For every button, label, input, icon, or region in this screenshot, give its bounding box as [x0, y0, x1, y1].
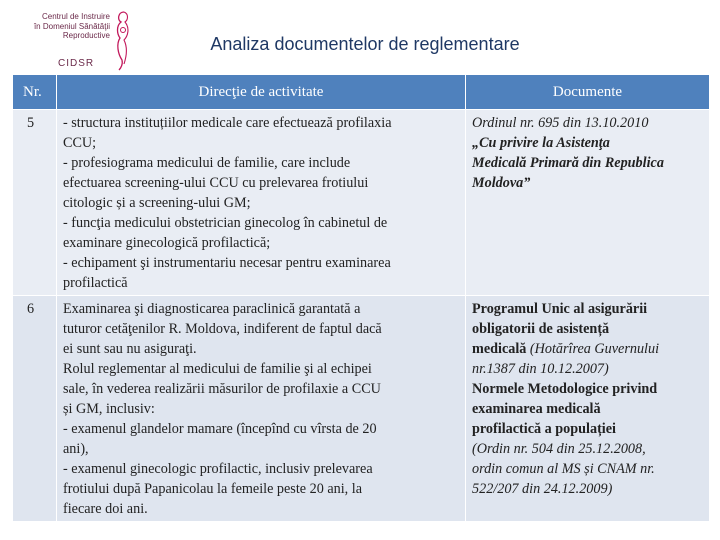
activity-line: ei sunt sau nu asiguraţi. [63, 341, 197, 357]
program-ref-start: (Hotărîrea Guvernului [526, 341, 660, 357]
order-title-line: Moldova” [472, 175, 531, 191]
activity-line: profilactică [63, 275, 128, 291]
activity-line: citologic și a screening-ului GM; [63, 195, 251, 211]
activity-line: - examenul ginecologic profilactic, inclusiv prelevarea [63, 461, 373, 477]
norms-reference-line: (Ordin nr. 504 din 25.12.2008, [472, 441, 646, 457]
activity-line: ani), [63, 441, 89, 457]
documents-cell [466, 296, 710, 522]
program-reference: nr.1387 din 10.12.2007) [472, 361, 609, 377]
activity-cell [57, 110, 466, 296]
table-row [13, 110, 710, 296]
activity-line: Rolul reglementar al medicului de familie şi al echipei [63, 361, 372, 377]
page-title: Analiza documentelor de reglementare [210, 34, 520, 54]
documents-cell [466, 110, 710, 296]
activity-line: efectuarea screening-ului CCU cu prelevarea frotiului [63, 175, 369, 191]
norms-title-line: examinarea medicală [472, 401, 601, 417]
activity-line: - funcţia medicului obstetrician ginecolog în cabinetul de [63, 215, 388, 231]
activity-line: CCU; [63, 135, 97, 151]
order-title-line: Medicală Primară din Republica [472, 155, 664, 171]
activity-line: și GM, inclusiv: [63, 401, 155, 417]
order-reference: Ordinul nr. 695 din 13.10.2010 [472, 115, 649, 131]
regulations-table [12, 74, 710, 522]
logo-line: Reproductive [62, 31, 110, 40]
table-row [13, 296, 710, 522]
activity-line: - examenul glandelor mamare (începînd cu vîrsta de 20 [63, 421, 377, 437]
order-title-line: „Cu privire la Asistenţa [472, 135, 610, 151]
program-title-line: obligatorii de asistență [472, 321, 610, 337]
row-number: 6 [13, 296, 57, 522]
norms-reference-line: 522/207 din 24.12.2009) [472, 481, 613, 497]
activity-line: fiecare doi ani. [63, 501, 148, 517]
logo-acronym: CIDSR [58, 58, 95, 69]
activity-cell [57, 296, 466, 522]
activity-line: examinare ginecologică profilactică; [63, 235, 271, 251]
activity-line: - profesiograma medicului de familie, care include [63, 155, 351, 171]
program-title-tail [472, 339, 701, 359]
norms-title-line: profilactică a populației [472, 421, 616, 437]
activity-line: frotiului după Papanicolau la femeile peste 20 ani, la [63, 481, 363, 497]
logo-text [14, 12, 110, 41]
activity-line: Examinarea şi diagnosticarea paraclinică garantată a [63, 301, 361, 317]
activity-line: - echipament şi instrumentariu necesar pentru examinarea [63, 255, 391, 271]
logo-line: în Domeniul Sănătăţii [33, 21, 110, 31]
activity-line: - structura instituțiilor medicale care efectuează profilaxia [63, 115, 392, 131]
header-documents: Documente [466, 75, 710, 110]
activity-line: tuturor cetăţenilor R. Moldova, indiferent de faptul dacă [63, 321, 382, 337]
norms-reference-line: ordin comun al MS și CNAM nr. [472, 461, 655, 477]
logo-line: Centrul de Instruire [41, 12, 110, 21]
organization-logo [14, 8, 134, 72]
program-title-bold: medicală [472, 341, 527, 357]
row-number: 5 [13, 110, 57, 296]
norms-title-line: Normele Metodologice privind [472, 381, 658, 397]
activity-line: sale, în vederea realizării măsurilor de profilaxie a CCU [63, 381, 381, 397]
header-activity: Direcţie de activitate [57, 75, 466, 110]
header-nr: Nr. [13, 75, 57, 110]
program-title-line: Programul Unic al asigurării [472, 301, 648, 317]
table-header-row [13, 75, 710, 110]
